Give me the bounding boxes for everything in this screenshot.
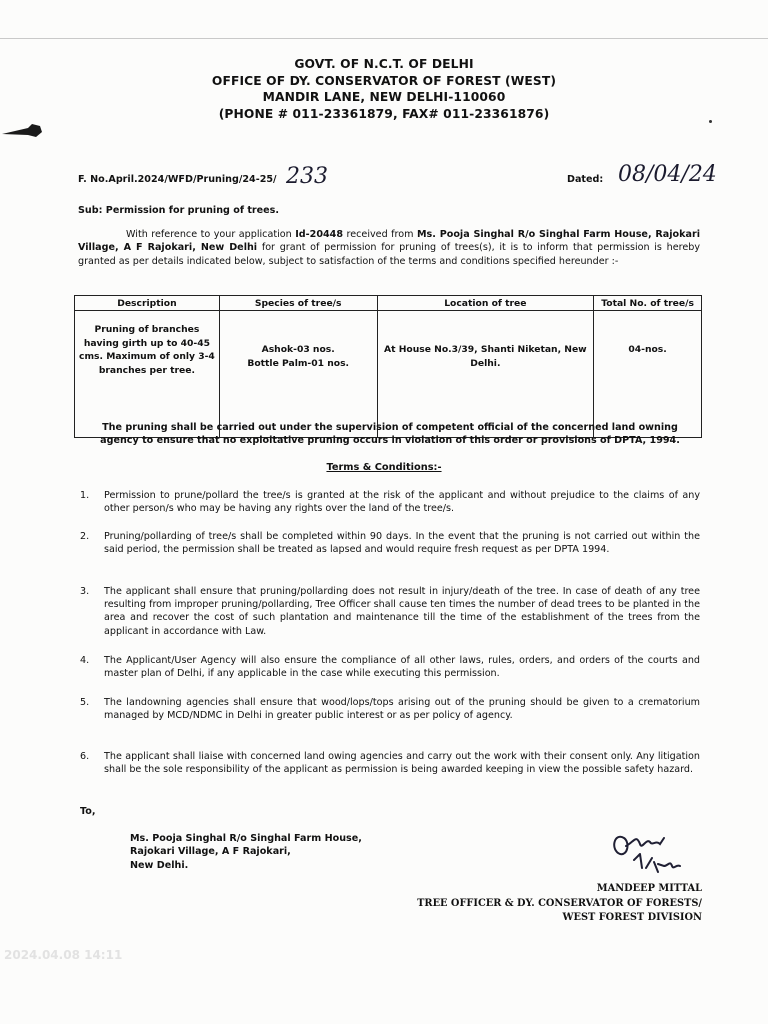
address-line: New Delhi.: [130, 859, 189, 871]
condition-number: 1.: [80, 490, 90, 501]
application-id: Id-20448: [295, 229, 344, 240]
letterhead-line-4: (PHONE # 011-23361879, FAX# 011-23361876): [218, 106, 550, 121]
condition-item: [80, 489, 700, 515]
table-row: [75, 311, 702, 438]
handwritten-signature: [606, 824, 706, 880]
total-cell: 04-nos.: [594, 311, 702, 438]
condition-text: Permission to prune/pollard the tree/s is granted at the risk of the applicant and without prejudice to the claims of any other person/s who may be having any rights over the land of the tree/s.: [104, 490, 700, 515]
supervision-notice: The pruning shall be carried out under the supervision of competent official of the concerned land owning agency to ensure that no exploitative pruning occurs in violation of this order or provisions of DPTA, 1994.: [100, 422, 680, 447]
signatory-title: TREE OFFICER & DY. CONSERVATOR OF FORESTS/: [417, 897, 702, 909]
table-header: Location of tree: [377, 296, 594, 311]
intro-text-1: With reference to your application: [126, 229, 296, 240]
signatory-block: [417, 882, 702, 926]
signatory-name: MANDEEP MITTAL: [596, 883, 702, 894]
dated-label: Dated:: [567, 174, 604, 185]
recipient-address: [130, 832, 362, 872]
condition-item: [80, 530, 700, 556]
condition-item: [80, 696, 700, 722]
condition-item: [80, 585, 700, 638]
terms-heading: Terms & Conditions:-: [326, 462, 442, 473]
letterhead-line-2: OFFICE OF DY. CONSERVATOR OF FOREST (WEST): [211, 73, 557, 88]
letterhead-line-3: MANDIR LANE, NEW DELHI-110060: [262, 90, 506, 104]
species-cell: [219, 311, 377, 438]
condition-item: [80, 750, 700, 776]
handwritten-file-number: 233: [286, 164, 328, 189]
table-header-row: [75, 296, 702, 311]
table-header: Species of tree/s: [219, 296, 377, 311]
permission-table: [74, 295, 702, 438]
species-ashok: Ashok-03 nos.: [261, 344, 335, 355]
description-cell: Pruning of branches having girth up to 40-45 cms. Maximum of only 3-4 branches per tree.: [75, 311, 220, 438]
condition-number: 5.: [80, 697, 90, 708]
file-number: F. No.April.2024/WFD/Pruning/24-25/: [78, 174, 277, 185]
condition-number: 3.: [80, 586, 90, 597]
punch-mark: [2, 122, 42, 140]
signatory-division: WEST FOREST DIVISION: [562, 912, 702, 924]
subject-line: Sub: Permission for pruning of trees.: [78, 205, 280, 216]
intro-text-2: received from: [343, 229, 417, 240]
condition-text: Pruning/pollarding of tree/s shall be completed within 90 days. In the event that the pruning is not carried out within the said period, the permission shall be treated as lapsed and would require fresh request as per DPTA 1994.: [104, 531, 700, 556]
table-header: Description: [75, 296, 220, 311]
condition-item: [80, 654, 700, 680]
condition-number: 2.: [80, 531, 90, 542]
intro-text-3: for grant of permission for pruning of trees(s), it is to inform that permission is hereby granted as per details indicated below, subject to satisfaction of the terms and conditions specified hereunder :-: [78, 242, 701, 267]
to-label: To,: [80, 806, 96, 817]
letterhead: [0, 56, 768, 122]
location-cell: At House No.3/39, Shanti Niketan, New Delhi.: [377, 311, 594, 438]
address-line: Ms. Pooja Singhal R/o Singhal Farm House,: [130, 833, 362, 844]
intro-paragraph: [78, 228, 700, 268]
condition-text: The applicant shall liaise with concerned land owing agencies and carry out the work with their consent only. Any litigation shall be the sole responsibility of the applicant as permission is being awarded keeping in view the possible safety hazard.: [104, 751, 700, 776]
condition-text: The landowning agencies shall ensure that wood/lops/tops arising out of the pruning should be given to a crematorium managed by MCD/NDMC in Delhi in greater public interest or as per policy of agency.: [104, 697, 700, 722]
scan-timestamp: 2024.04.08 14:11: [4, 948, 123, 962]
condition-text: The applicant shall ensure that pruning/pollarding does not result in injury/death of the tree. In case of death of any tree resulting from improper pruning/pollarding, Tree Officer shall cause ten times the number of dead trees to be planted in the area and recover the cost of such plantation and maintenance till the time of the establishment of the trees from the applicant in accordance with Law.: [104, 586, 700, 637]
applicant-name: Ms. Pooja Singhal R/o Singhal Farm House, Rajokari Village, A F Rajokari, New Delhi: [78, 229, 700, 254]
letterhead-line-1: GOVT. OF N.C.T. OF DELHI: [294, 57, 474, 71]
table-header: Total No. of tree/s: [594, 296, 702, 311]
species-bottle-palm: Bottle Palm-01 nos.: [247, 357, 350, 369]
condition-number: 4.: [80, 655, 90, 666]
top-rule: [0, 38, 768, 39]
condition-text: The Applicant/User Agency will also ensure the compliance of all other laws, rules, orders, and orders of the courts and master plan of Delhi, if any applicable in the case while executing this permission.: [104, 655, 700, 680]
handwritten-date: 08/04/24: [618, 162, 717, 187]
condition-number: 6.: [80, 751, 90, 762]
address-line: Rajokari Village, A F Rajokari,: [130, 846, 291, 858]
